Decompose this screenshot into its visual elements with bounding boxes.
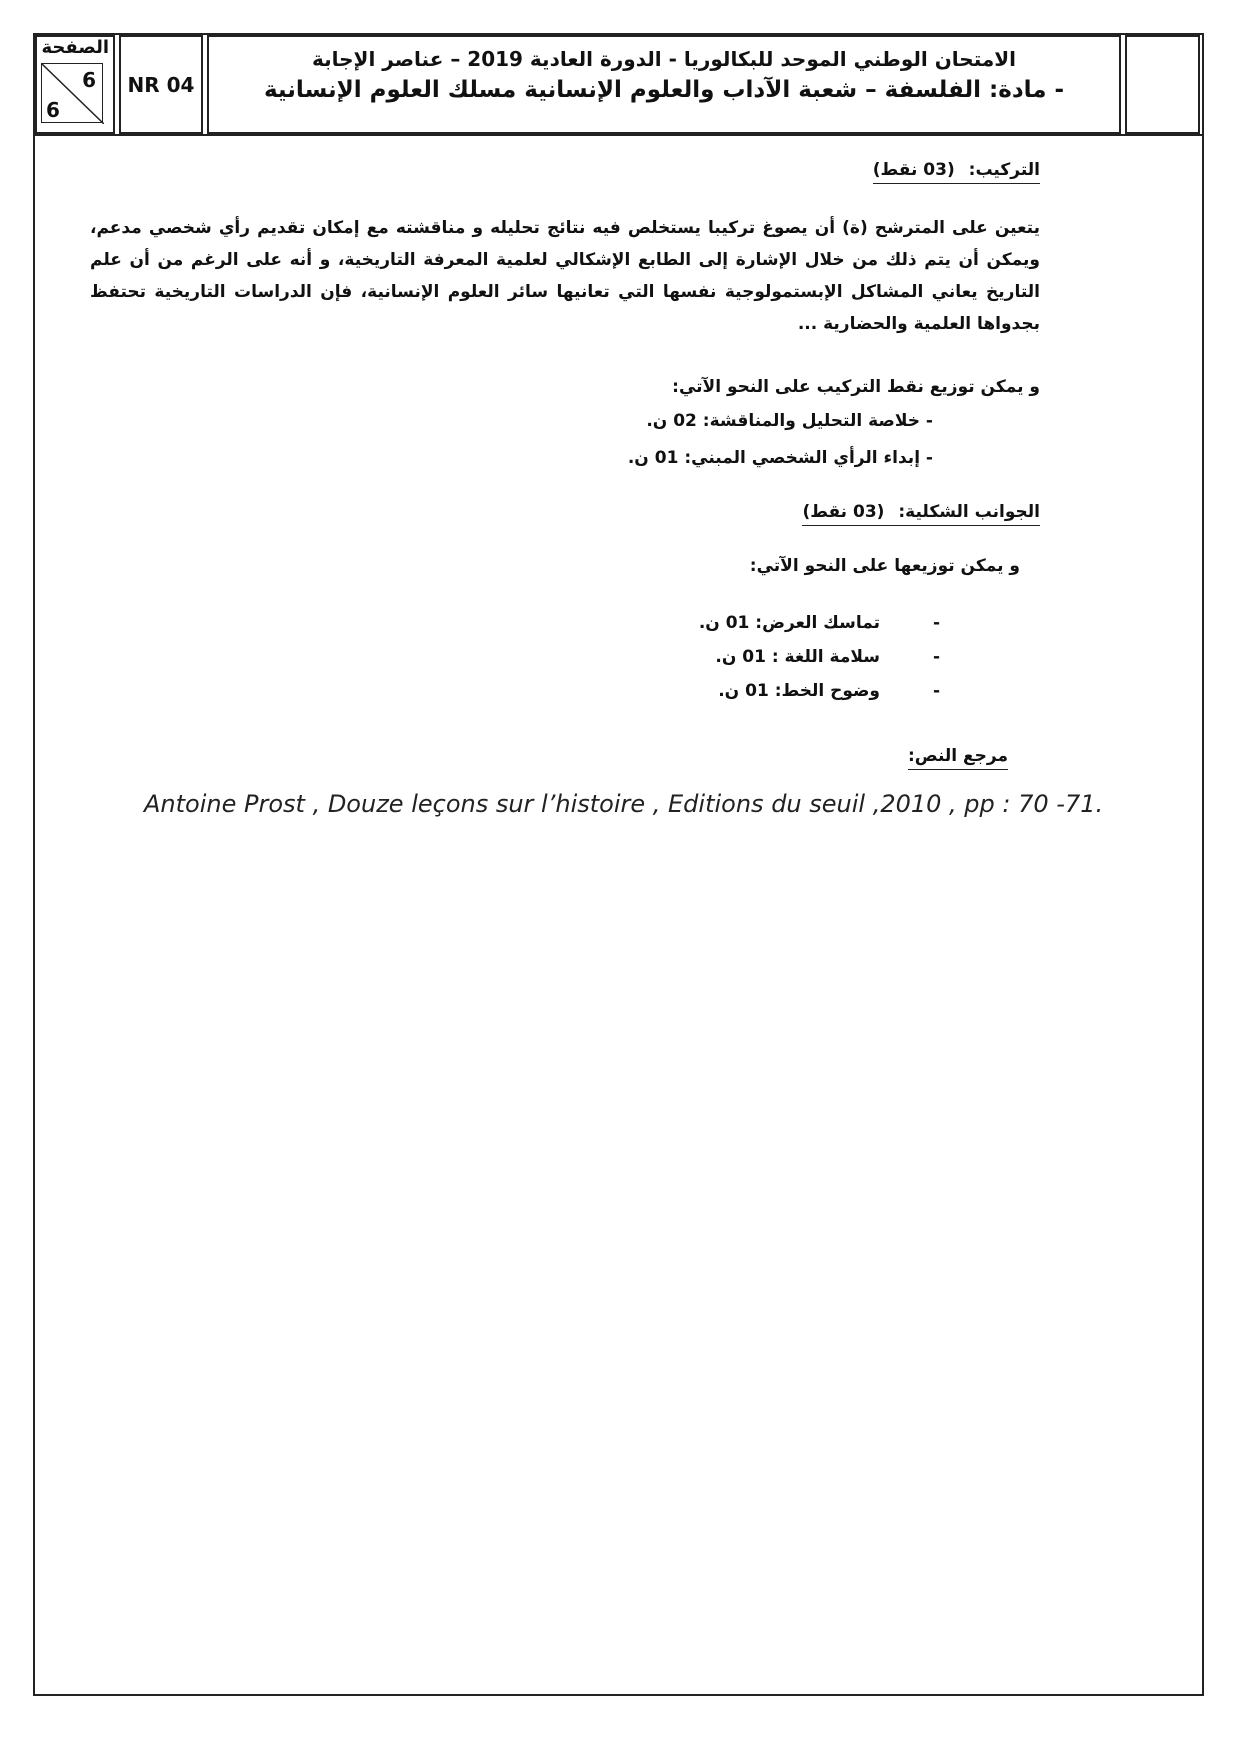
exam-title: [207, 35, 1121, 134]
formal-item-3: وضوح الخط: 01 ن.: [718, 681, 880, 701]
reference-heading: مرجع النص:: [908, 746, 1008, 770]
blank-cell: [1125, 35, 1200, 134]
synthesis-item-2: - إبداء الرأي الشخصي المبني: 01 ن.: [627, 448, 933, 468]
exam-code: NR 04: [119, 35, 203, 134]
reference-citation: Antoine Prost , Douze leçons sur l’histoire , Editions du seuil ,2010 , pp : 70 -71.: [144, 790, 1104, 818]
formal-points: (03 نقط): [802, 502, 885, 522]
formal-item-3-dash: -: [932, 681, 940, 701]
synthesis-item-1: - خلاصة التحليل والمناقشة: 02 ن.: [646, 411, 933, 431]
synthesis-heading: [873, 160, 1040, 184]
page-label: الصفحة: [41, 37, 109, 58]
formal-item-1-dash: -: [932, 613, 940, 633]
page-fraction: [41, 63, 103, 123]
synthesis-distribution-intro: و يمكن توزيع نقط التركيب على النحو الآتي:: [672, 377, 1040, 397]
formal-item-1: تماسك العرض: 01 ن.: [698, 613, 880, 633]
formal-item-2-dash: -: [932, 647, 940, 667]
page-number-box: [35, 35, 115, 134]
synthesis-heading-label: التركيب:: [968, 160, 1040, 180]
formal-item-2: سلامة اللغة : 01 ن.: [715, 647, 880, 667]
formal-heading-label: الجوانب الشكلية:: [898, 502, 1040, 522]
synthesis-points: (03 نقط): [872, 160, 955, 180]
title-line-2: - مادة: الفلسفة – شعبة الآداب والعلوم الإنسانية مسلك العلوم الإنسانية: [263, 77, 1065, 103]
title-line-1: الامتحان الوطني الموحد للبكالوريا - الدورة العادية 2019 – عناصر الإجابة: [311, 47, 1017, 71]
synthesis-paragraph: يتعين على المترشح (ة) أن يصوغ تركيبا يستخلص فيه نتائج تحليله و مناقشته مع إمكان تقديم رأي شخصي مدعم، ويمكن أن يتم ذلك من خلال الإشارة إلى الطابع الإشكالي لعلمية المعرفة التاريخية، و أنه على الرغم من أن علم التاريخ يعاني المشاكل الإبستمولوجية نفسها التي تعانيها سائر العلوم الإنسانية، فإن الدراسات التاريخية تحتفظ بجدواها العلمية والحضارية ...: [90, 218, 1040, 334]
formal-distribution-intro: و يمكن توزيعها على النحو الآتي:: [749, 556, 1020, 576]
page-total: 6: [46, 98, 60, 122]
page-current: 6: [82, 68, 96, 92]
formal-heading: [802, 502, 1040, 526]
header-table: [33, 33, 1204, 136]
